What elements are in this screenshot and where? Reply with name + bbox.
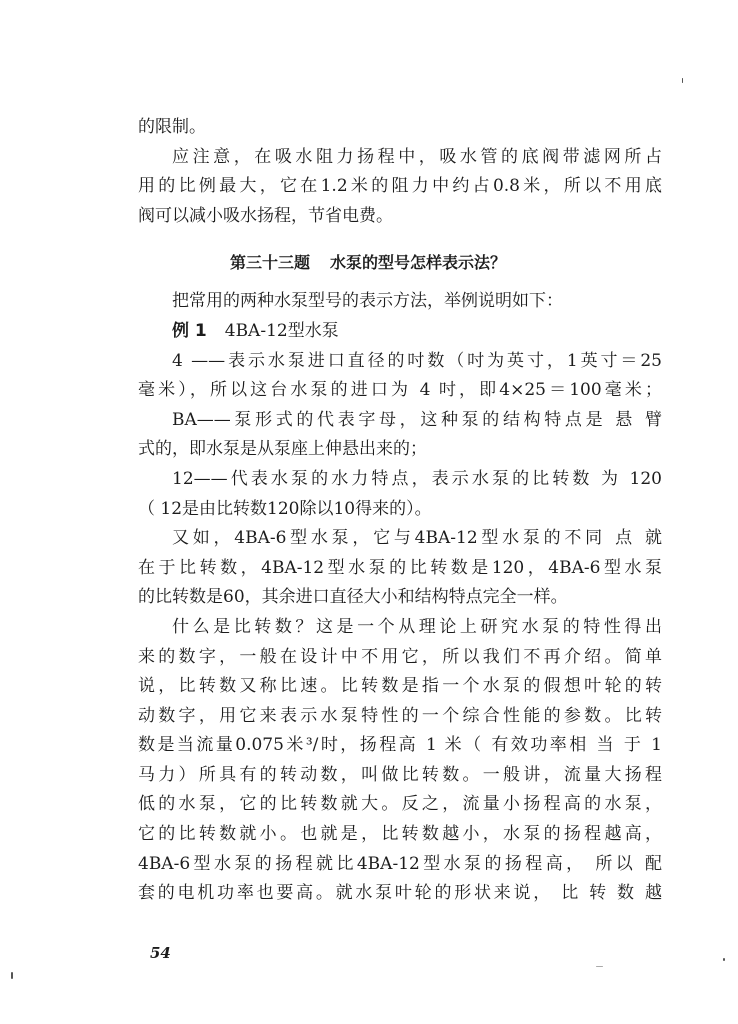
text-line: 4 ——表示水泵进口直径的吋数（吋为英寸，1英寸＝25 [172,350,662,371]
heading-number: 第三十三题 [230,253,311,273]
scan-speck [682,78,683,83]
text-line: 套的电机功率也要高。就水泵叶轮的形状来说， 比 转 数 越 [138,883,662,904]
text-line: 12——代表水泵的水力特点，表示水泵的比转数 为 120 [172,468,662,489]
spacer [138,231,662,245]
heading-title: 水泵的型号怎样表示法？ [330,253,507,273]
text-line: 低的水泵，它的比转数就大。反之，流量小扬程高的水泵， [138,794,662,815]
example-line [138,317,662,347]
text-line: 动数字，用它来表示水泵特性的一个综合性能的参数。比转 [138,705,662,726]
scan-speck [11,972,13,979]
text-line: BA——泵形式的代表字母，这种泵的结构特点是 悬 臂 [172,409,662,430]
text-line: 用的比例最大，它在1.2米的阻力中约占0.8米，所以不用底 [138,176,662,197]
intro-line: 把常用的两种水泵型号的表示方法，举例说明如下： [172,291,563,312]
scan-speck [596,966,603,967]
example-model: 4BA-12型水泵 [224,320,339,341]
example-label: 例 1 [172,320,207,341]
scan-speck [723,958,725,961]
text-line: 阀可以减小吸水扬程，节省电费。 [138,205,393,226]
page-number: 54 [150,944,171,962]
text-line: 什么是比转数？这是一个从理论上研究水泵的特性得出 [172,616,662,637]
text-line: 它的比转数就小。也就是，比转数越小，水泵的扬程越高， [138,824,662,845]
text-line: 在于比转数，4BA-12型水泵的比转数是120，4BA-6型水泵 [138,557,662,578]
page-text [138,113,662,909]
text-line: 又如，4BA-6型水泵，它与4BA-12型水泵的不同 点 就 [172,528,662,549]
text-line: 4BA-6型水泵的扬程就比4BA-12型水泵的扬程高， 所以 配 [138,853,662,874]
text-line: 马力）所具有的转动数，叫做比转数。一般讲，流量大扬程 [138,764,662,785]
text-line: 数是当流量0.075米³/时，扬程高 1 米（ 有效功率相 当 于 1 [138,735,662,756]
text-line: 的比转数是60，其余进口直径大小和结构特点完全一样。 [138,587,568,608]
text-line: 式的，即水泵是从泵座上伸悬出来的； [138,439,427,460]
text-line: 毫米），所以这台水泵的进口为 4 吋，即4×25＝100毫米； [138,380,662,401]
text-line: 说，比转数又称比速。比转数是指一个水泵的假想叶轮的转 [138,676,662,697]
text-line: 来的数字，一般在设计中不用它，所以我们不再介绍。简单 [138,646,662,667]
text-line: 应注意，在吸水阻力扬程中，吸水管的底阀带滤网所占 [172,146,662,167]
section-heading [138,245,662,281]
text-line: 的限制。 [138,117,206,137]
text-line: （ 12是由比转数120除以10得来的）。 [138,498,432,519]
